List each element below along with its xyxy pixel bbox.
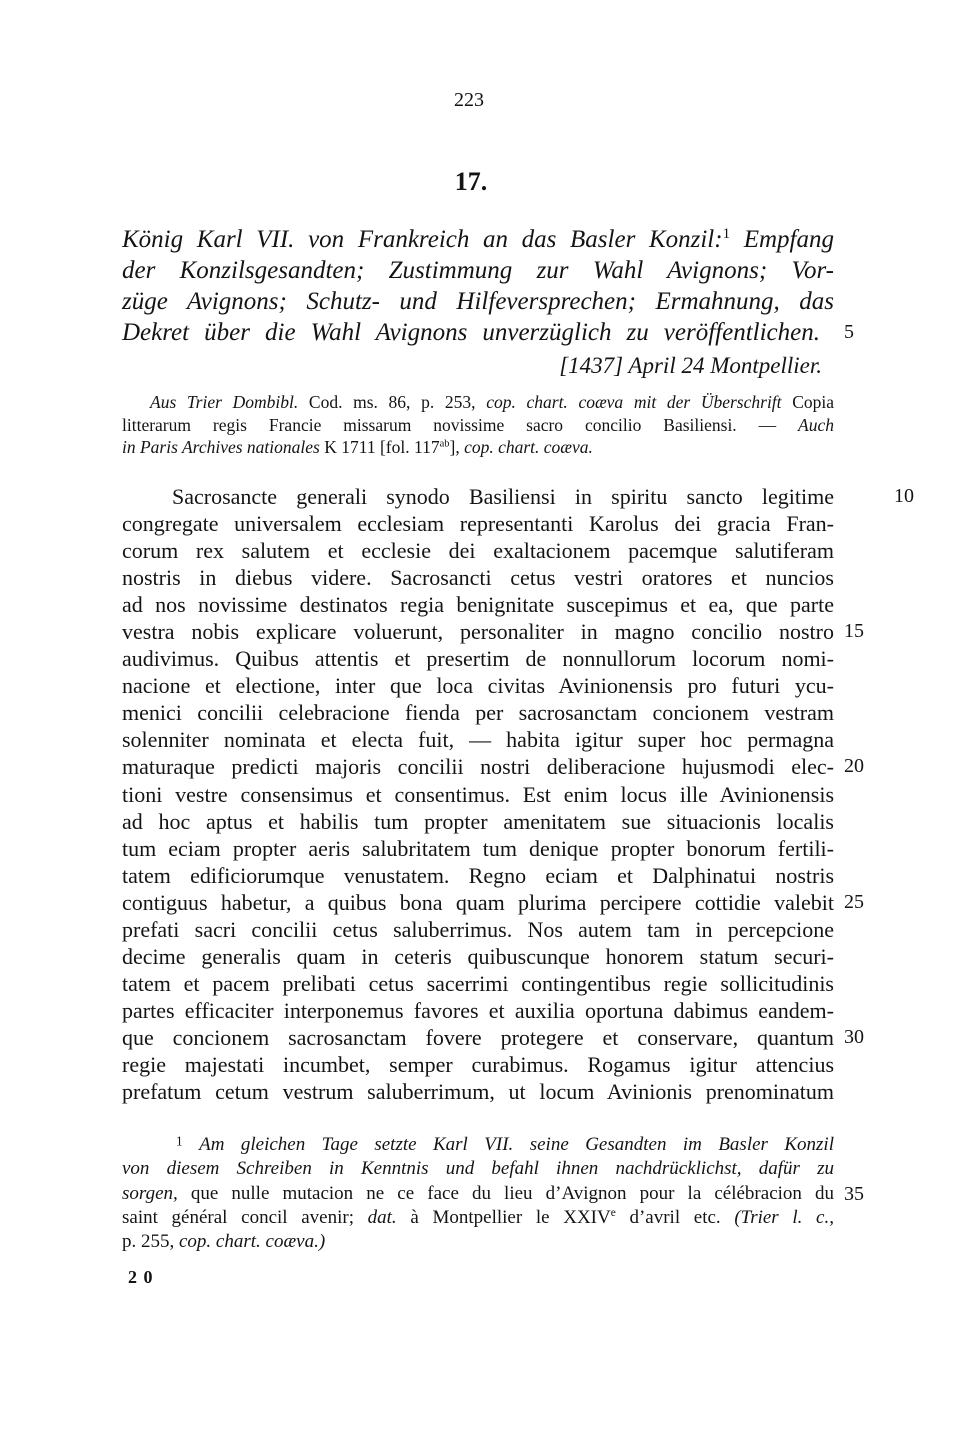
footnote-text: Am gleichen Tage setzte Karl VII. seine Gesandten im Basler Konzil [199,1134,834,1155]
document-heading [122,224,854,348]
body-line-text: tum eciam propter aeris salubritatem tum denique propter bonorum fertili- [122,835,834,861]
body-line [122,483,914,510]
margin-line-number: 15 [844,620,864,643]
footnote-line [122,1133,834,1157]
footnote-marker: 1 [176,1133,183,1149]
footnote-text: à Montpellier le XXIV [410,1206,611,1228]
body-line-text: vestra nobis explicare voluerunt, personaliter in magno concilio nostro [122,619,834,645]
footnote-text: sorgen, [122,1182,178,1204]
footnote-text: que nulle mutacion ne ce face du lieu d’Avignon pour la célébracion du [190,1182,834,1204]
margin-line-number: 25 [844,890,864,913]
footnote-text: dat. [367,1206,397,1228]
body-line-text: nostris in diebus videre. Sacrosancti cetus vestri oratores et nuncios [122,565,834,591]
footnote-line [122,1230,834,1254]
source-note-text: Copia [792,392,835,412]
body-line-text: prefatum cetum vestrum saluberrimum, ut locum Avinionis prenominatum [122,1079,834,1105]
body-line-text: ad hoc aptus et habilis tum propter amenitatem sue situacionis localis [122,808,834,834]
source-note-line [122,414,834,437]
superscript-marker: ab [439,438,450,450]
body-line [122,753,864,780]
margin-line-number: 20 [844,755,864,778]
page-number: 223 [454,89,484,111]
source-note-line [122,436,834,459]
source-note-text: ], [449,437,460,457]
body-line [122,537,834,564]
body-line [122,1078,834,1105]
source-note-text: K 1711 [fol. 117 [324,437,440,457]
footnote-text: (Trier l. c., [734,1206,834,1228]
source-note-line [122,391,834,414]
heading-text: der Konzilsgesandten; Zustimmung zur Wahl Avignons; Vor- [122,257,834,284]
date-line: [1437] April 24 Montpellier. [559,353,822,378]
footnote-line [122,1206,834,1230]
body-line-text: partes efficaciter interponemus favores et auxilia oportuna dabimus eandem- [122,997,834,1023]
body-line [122,591,834,618]
source-note [122,391,834,459]
footnote-line [122,1157,834,1181]
body-line [122,645,834,672]
margin-line-number: 10 [894,485,914,507]
body-line-text: regie majestati incumbet, semper curabimus. Rogamus igitur attencius [122,1051,834,1077]
source-note-text: Cod. ms. 86, p. 253, [308,392,476,412]
body-line [122,889,864,916]
footnote-text: p. 255, [122,1231,175,1253]
document-number: 17. [454,167,488,196]
printer-signature-mark: 2 0 [128,1267,154,1287]
heading-line [122,286,834,317]
margin-line-number: 5 [844,321,854,343]
body-line-text: tatem edificiorumque venustatem. Regno eciam et Dalphinatui nostris [122,862,834,888]
body-line-text: corum rex salutem et ecclesie dei exaltacionem pacemque salutiferam [122,538,834,564]
body-line-text: audivimus. Quibus attentis et presertim de nonnullorum locorum nomi- [122,646,834,672]
footnote-text: cop. chart. coæva.) [179,1231,326,1253]
body-line-text: ad nos novissime destinatos regia benignitate suscepimus et ea, que parte [122,592,834,618]
body-line-text: decime generalis quam in ceteris quibuscunque honorem statum securi- [122,943,834,969]
heading-text: Empfang [743,226,834,253]
body-line [122,726,834,753]
body-line [122,618,864,645]
body-line-text: tioni vestre consensimus et consentimus. Est enim locus ille Avinionensis [122,781,834,807]
heading-text: züge Avignons; Schutz- und Hilfeversprechen; Ermahnung, das [122,288,834,315]
superscript-marker: e [610,1207,616,1220]
body-line-text: que concionem sacrosanctam fovere protegere et conservare, quantum [122,1024,834,1050]
footnote-reference: 1 [722,226,731,242]
margin-line-number: 30 [844,1025,864,1048]
body-line-text: contiguus habetur, a quibus bona quam plurima percipere cottidie valebit [122,889,834,915]
body-line [122,808,834,835]
margin-line-number: 35 [844,1182,864,1205]
source-note-text: litterarum regis Francie missarum novissime sacro concilio Basiliensi. — [122,414,777,435]
body-line-text: congregate universalem ecclesiam representanti Karolus dei gracia Fran- [122,511,834,537]
source-note-text: Aus Trier Dombibl. [150,392,299,412]
heading-line [122,317,854,348]
body-line-text: tatem et pacem prelibati cetus sacerrimi contingentibus regie sollicitudinis [122,970,834,996]
body-line [122,1051,834,1078]
footnote-text: saint général concil avenir; [122,1206,354,1228]
body-line [122,699,834,726]
letter-body [122,483,914,1105]
heading-text: König Karl VII. von Frankreich an das Basler Konzil: [122,226,723,253]
footnote [122,1133,864,1254]
body-line [122,672,834,699]
footnote-text: von diesem Schreiben in Kenntnis und befahl ihnen nachdrücklichst, dafür zu [122,1158,834,1180]
heading-line [122,255,834,286]
body-line [122,862,834,889]
body-line [122,943,834,970]
footnote-line [122,1182,864,1206]
body-line-text: nacione et electione, inter que loca civitas Avinionensis pro futuri ycu- [122,673,834,699]
footnote-text: d’avril etc. [629,1206,721,1228]
body-line [122,916,834,943]
body-line [122,564,834,591]
body-line-text: menici concilii celebracione fienda per sacrosanctam concionem vestram [122,700,834,726]
heading-text: Dekret über die Wahl Avignons unverzüglich zu veröffentlichen. [122,319,820,346]
source-note-text: in Paris Archives nationales [122,437,320,457]
body-line [122,835,834,862]
body-line-text: Sacrosancte generali synodo Basiliensi in spiritu sancto legitime [172,484,834,509]
body-line [122,970,834,997]
body-line-text: solenniter nominata et electa fuit, — habita igitur super hoc permagna [122,727,834,753]
body-line [122,997,834,1024]
source-note-text: cop. chart. coæva mit der Überschrift [486,392,782,412]
source-note-text: cop. chart. coæva. [464,437,593,457]
body-line [122,1024,864,1051]
source-note-text: Auch [798,414,835,435]
body-line [122,781,834,808]
heading-line [122,224,834,255]
body-line-text: maturaque predicti majoris concilii nostri deliberacione hujusmodi elec- [122,754,834,780]
body-line [122,510,834,537]
body-line-text: prefati sacri concilii cetus saluberrimus. Nos autem tam in percepcione [122,916,834,942]
